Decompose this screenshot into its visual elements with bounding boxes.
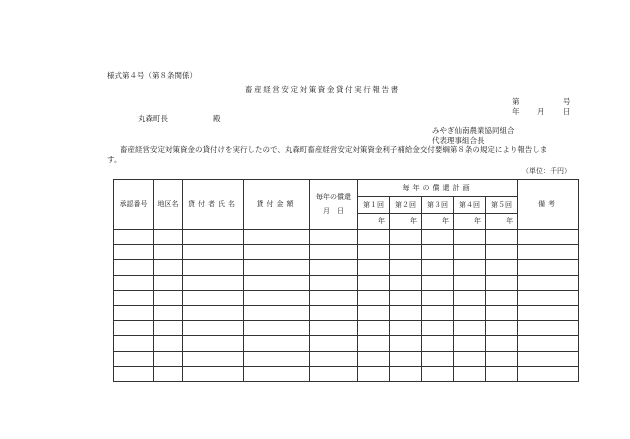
table-cell[interactable] [454,245,486,260]
table-cell[interactable] [390,366,422,381]
table-cell[interactable] [358,290,390,305]
header-annual-repayment-date [310,180,358,230]
table-cell[interactable] [486,245,518,260]
header-remarks: 備考 [518,180,579,230]
honorific: 殿 [213,114,221,123]
table-cell[interactable] [114,336,154,351]
header-year-3: 年 [422,214,454,230]
page-title: 畜産経営安定対策資金貸付実行報告書 [245,85,400,94]
table-cell[interactable] [183,366,244,381]
form-number: 様式第４号（第８条関係） [107,71,197,80]
table-cell[interactable] [390,321,422,336]
table-cell[interactable] [422,336,454,351]
table-row [114,366,579,381]
table-cell[interactable] [114,351,154,366]
table-cell[interactable] [422,230,454,245]
table-row [114,351,579,366]
header-year-2: 年 [390,214,422,230]
date-month: 月 [537,107,545,116]
table-cell[interactable] [114,275,154,290]
header-loan-amount: 貸付金額 [244,180,310,230]
body-text-continued: す。 [107,155,122,164]
table-cell[interactable] [310,290,358,305]
header-year-5: 年 [486,214,518,230]
table-row [114,305,579,320]
table-cell[interactable] [390,290,422,305]
table-cell[interactable] [154,351,183,366]
header-annual-repayment-line1: 毎年の償還 [316,193,351,201]
body-text: 畜産経営安定対策資金の貸付けを実行したので、丸森町畜産経営安定対策資金利子補給金交付要綱第８条の規定により報告しま [120,145,548,154]
table-cell[interactable] [183,336,244,351]
table-cell[interactable] [154,230,183,245]
table-cell[interactable] [183,321,244,336]
header-installment-2: 第２回 [390,197,422,214]
header-installment-4: 第４回 [454,197,486,214]
table-cell[interactable] [422,245,454,260]
table-cell[interactable] [422,290,454,305]
doc-number-go: 号 [563,97,571,106]
table-cell[interactable] [486,351,518,366]
table-cell[interactable] [358,351,390,366]
table-cell[interactable] [244,230,310,245]
table-cell[interactable] [486,230,518,245]
table-cell[interactable] [114,366,154,381]
table-cell[interactable] [114,305,154,320]
table-cell[interactable] [114,290,154,305]
table-cell[interactable] [422,275,454,290]
table-cell[interactable] [358,245,390,260]
table-cell[interactable] [422,351,454,366]
table-cell[interactable] [422,305,454,320]
table-cell[interactable] [358,366,390,381]
table-cell[interactable] [244,366,310,381]
table-cell[interactable] [310,245,358,260]
table-cell[interactable] [454,260,486,275]
table-cell[interactable] [486,305,518,320]
table-cell[interactable] [454,305,486,320]
table-cell[interactable] [486,260,518,275]
table-row [114,336,579,351]
table-cell[interactable] [454,230,486,245]
table-cell[interactable] [454,290,486,305]
table-cell[interactable] [310,321,358,336]
table-cell[interactable] [154,275,183,290]
table-cell[interactable] [518,305,579,320]
table-cell[interactable] [183,245,244,260]
table-cell[interactable] [518,351,579,366]
table-cell[interactable] [486,275,518,290]
table-cell[interactable] [114,230,154,245]
table-cell[interactable] [310,260,358,275]
date-year: 年 [512,107,520,116]
report-table [113,179,579,382]
table-cell[interactable] [244,351,310,366]
header-district: 地区名 [154,180,183,230]
table-row [114,260,579,275]
table-row [114,245,579,260]
table-cell[interactable] [183,260,244,275]
table-cell[interactable] [310,275,358,290]
table-cell[interactable] [244,290,310,305]
table-cell[interactable] [358,230,390,245]
header-installment-3: 第３回 [422,197,454,214]
table-row [114,275,579,290]
table-cell[interactable] [244,305,310,320]
representative-title: 代表理事組合長 [432,136,485,145]
table-cell[interactable] [390,260,422,275]
table-cell[interactable] [183,351,244,366]
table-cell[interactable] [486,290,518,305]
table-cell[interactable] [310,351,358,366]
doc-number-dai: 第 [512,97,520,106]
table-cell[interactable] [486,321,518,336]
table-row [114,321,579,336]
table-cell[interactable] [454,336,486,351]
table-cell[interactable] [422,260,454,275]
table-cell[interactable] [454,351,486,366]
table-cell[interactable] [486,366,518,381]
table-cell[interactable] [183,275,244,290]
header-year-4: 年 [454,214,486,230]
table-cell[interactable] [390,275,422,290]
table-cell[interactable] [422,321,454,336]
table-cell[interactable] [114,245,154,260]
table-cell[interactable] [390,245,422,260]
table-cell[interactable] [518,245,579,260]
table-cell[interactable] [244,275,310,290]
table-cell[interactable] [486,336,518,351]
table-cell[interactable] [154,336,183,351]
table-cell[interactable] [358,336,390,351]
table-cell[interactable] [390,351,422,366]
header-installment-5: 第５回 [486,197,518,214]
table-row [114,230,579,245]
header-repayment-plan: 毎年の償還計画 [358,180,518,197]
table-cell[interactable] [518,230,579,245]
table-cell[interactable] [154,305,183,320]
header-installment-1: 第１回 [358,197,390,214]
organization-name: みやぎ仙南農業協同組合 [432,126,515,135]
table-cell[interactable] [154,290,183,305]
table-cell[interactable] [454,366,486,381]
table-cell[interactable] [310,366,358,381]
table-cell[interactable] [518,260,579,275]
table-row [114,290,579,305]
table-cell[interactable] [518,366,579,381]
header-borrower-name: 貸付者氏名 [183,180,244,230]
table-cell[interactable] [310,305,358,320]
table-cell[interactable] [154,366,183,381]
table-cell[interactable] [518,336,579,351]
table-cell[interactable] [244,245,310,260]
table-cell[interactable] [244,321,310,336]
table-cell[interactable] [358,260,390,275]
unit-label: （単位：千円） [522,167,571,175]
table-cell[interactable] [310,336,358,351]
table-cell[interactable] [114,321,154,336]
table-cell[interactable] [390,305,422,320]
table-cell[interactable] [358,321,390,336]
table-cell[interactable] [454,275,486,290]
table-cell[interactable] [183,290,244,305]
header-annual-repayment-line2: 月 日 [323,207,344,215]
table-cell[interactable] [518,321,579,336]
table-cell[interactable] [390,336,422,351]
table-cell[interactable] [422,366,454,381]
table-cell[interactable] [183,305,244,320]
header-approval-number: 承認番号 [114,180,154,230]
table-cell[interactable] [310,230,358,245]
date-day: 日 [563,107,571,116]
addressee: 丸森町長 [138,114,168,123]
table-cell[interactable] [518,290,579,305]
table-cell[interactable] [154,245,183,260]
header-year-1: 年 [358,214,390,230]
table-cell[interactable] [244,336,310,351]
table-cell[interactable] [390,230,422,245]
table-cell[interactable] [454,321,486,336]
table-cell[interactable] [244,260,310,275]
table-cell[interactable] [518,275,579,290]
table-cell[interactable] [154,321,183,336]
table-cell[interactable] [154,260,183,275]
table-cell[interactable] [183,230,244,245]
table-cell[interactable] [358,275,390,290]
table-cell[interactable] [358,305,390,320]
table-cell[interactable] [114,260,154,275]
